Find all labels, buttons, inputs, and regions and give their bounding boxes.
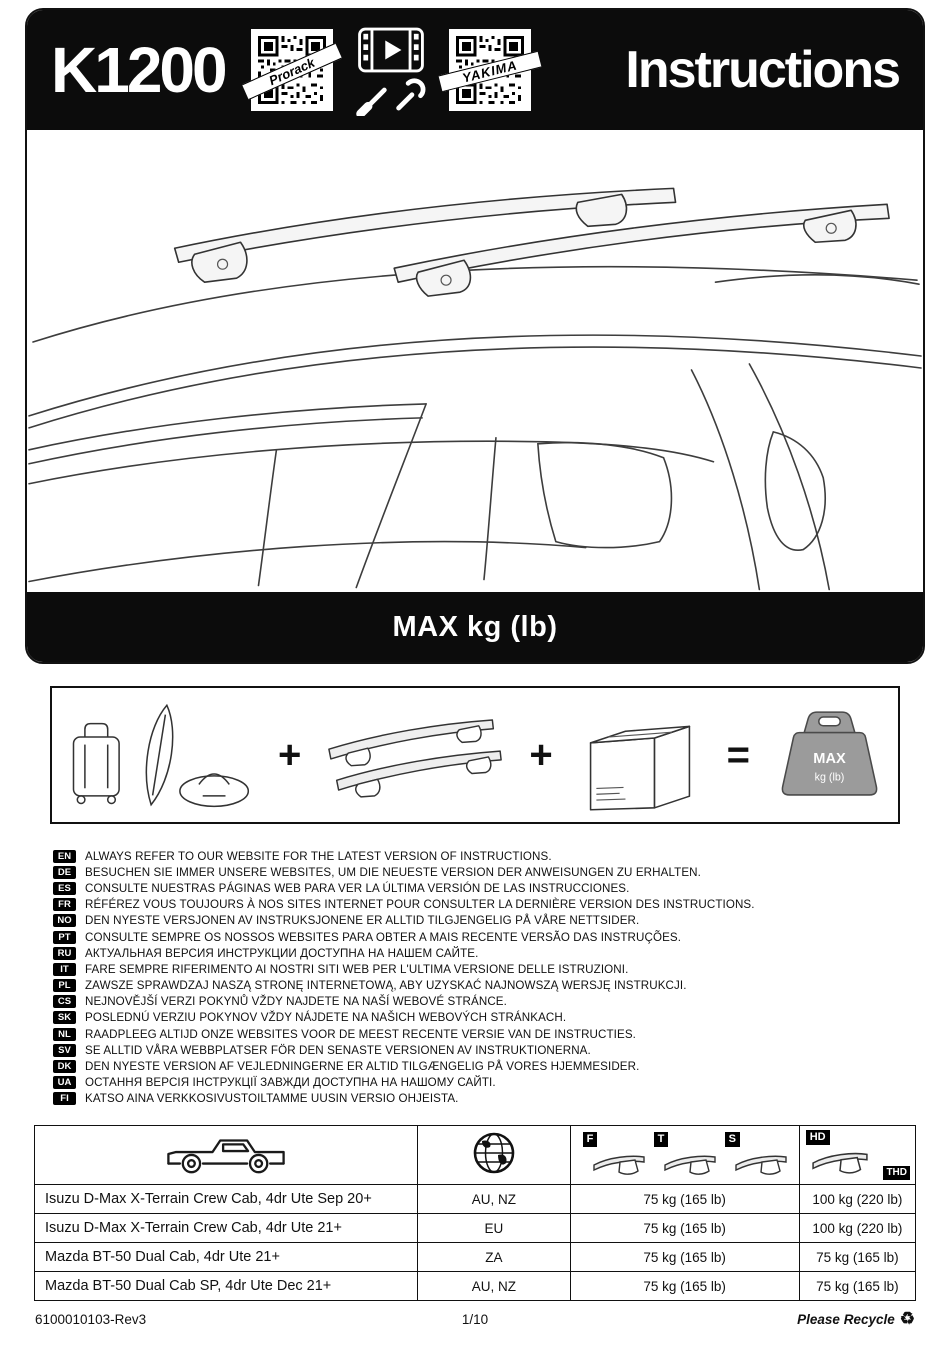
language-code-badge: SV xyxy=(53,1044,76,1057)
language-code-badge: NO xyxy=(53,914,76,927)
language-code-badge: FR xyxy=(53,898,76,911)
region-column-header xyxy=(418,1126,570,1185)
language-row xyxy=(53,864,897,880)
language-code-badge: IT xyxy=(53,963,76,976)
max-load-banner: MAX kg (lb) xyxy=(27,592,923,662)
language-row xyxy=(53,978,897,994)
language-code-badge: NL xyxy=(53,1028,76,1041)
top-block xyxy=(25,8,925,664)
table-row xyxy=(35,1185,916,1214)
vehicle-column-header xyxy=(35,1126,418,1185)
region-cell: ZA xyxy=(418,1243,570,1272)
luggage-icon xyxy=(64,698,254,813)
thd-label: THD xyxy=(883,1166,910,1180)
language-row xyxy=(53,1026,897,1042)
weight-max-label: MAX xyxy=(813,750,846,767)
plus-sign-2: + xyxy=(529,733,553,777)
language-code-badge: ES xyxy=(53,882,76,895)
language-row xyxy=(53,1010,897,1026)
yakima-banner: YAKIMA xyxy=(438,51,541,92)
language-code-badge: UA xyxy=(53,1076,76,1089)
qr-code-prorack-icon xyxy=(251,29,333,111)
language-text: АКТУАЛЬНАЯ ВЕРСИЯ ИНСТРУКЦИИ ДОСТУПНА НА НАШЕМ САЙТЕ. xyxy=(85,946,479,960)
language-row xyxy=(53,929,897,945)
language-code-badge: PL xyxy=(53,979,76,992)
table-row xyxy=(35,1214,916,1243)
crossbar-f-icon xyxy=(591,1152,647,1178)
language-text: BESUCHEN SIE IMMER UNSERE WEBSITES, UM DIE NEUESTE VERSION DER ANWEISUNGEN ZU ERHALTEN. xyxy=(85,865,701,879)
max-weight-icon xyxy=(774,706,886,804)
language-text: SE ALLTID VÅRA WEBBPLATSER FÖR DEN SENASTE VERSIONEN AV INSTRUKTIONERNA. xyxy=(85,1043,591,1057)
hd-load-cell: 100 kg (220 lb) xyxy=(799,1214,915,1243)
roof-rack-line-drawing xyxy=(27,130,923,592)
language-code-badge: EN xyxy=(53,850,76,863)
language-row xyxy=(53,1042,897,1058)
vehicle-cell: Mazda BT-50 Dual Cab SP, 4dr Ute Dec 21+ xyxy=(35,1272,418,1301)
table-row xyxy=(35,1272,916,1301)
hd-column-header xyxy=(799,1126,915,1185)
table-header-row xyxy=(35,1126,916,1185)
bar-type-f xyxy=(581,1130,647,1180)
language-text: RÉFÉREZ VOUS TOUJOURS À NOS SITES INTERNET POUR CONSULTER LA DERNIÈRE VERSION DES INSTRUCTIONS. xyxy=(85,898,755,912)
header-icons xyxy=(251,24,531,116)
language-row xyxy=(53,1058,897,1074)
language-text: DEN NYESTE VERSJONEN AV INSTRUKSJONENE ER ALLTID TILGJENGELIG PÅ VÅRE NETTSIDER. xyxy=(85,914,640,928)
video-and-tools-icon xyxy=(351,24,431,116)
vehicle-roof-illustration xyxy=(27,130,923,592)
language-code-badge: RU xyxy=(53,947,76,960)
language-text: FARE SEMPRE RIFERIMENTO AI NOSTRI SITI WEB PER L'ULTIMA VERSIONE DELLE ISTRUZIONI. xyxy=(85,962,629,976)
plus-sign: + xyxy=(277,733,302,777)
language-row xyxy=(53,897,897,913)
vehicle-fitment-table xyxy=(34,1125,916,1301)
language-code-badge: CS xyxy=(53,995,76,1008)
load-equation-diagram xyxy=(50,686,900,824)
region-cell: EU xyxy=(418,1214,570,1243)
language-row xyxy=(53,880,897,896)
language-code-badge: PT xyxy=(53,931,76,944)
pickup-truck-icon xyxy=(162,1129,290,1177)
hd-load-cell: 100 kg (220 lb) xyxy=(799,1185,915,1214)
language-row xyxy=(53,961,897,977)
document-code: 6100010103-Rev3 xyxy=(35,1311,147,1327)
crossbars-icon xyxy=(325,709,505,801)
bar-type-t xyxy=(652,1130,718,1180)
language-row xyxy=(53,848,897,864)
language-code-badge: SK xyxy=(53,1011,76,1024)
vehicle-cell: Isuzu D-Max X-Terrain Crew Cab, 4dr Ute 21+ xyxy=(35,1214,418,1243)
crossbar-hd-icon xyxy=(809,1149,871,1177)
table-row xyxy=(35,1243,916,1272)
language-text: KATSO AINA VERKKOSIVUSTOILTAMME UUSIN VERSIO OHJEISTA. xyxy=(85,1092,459,1106)
language-row xyxy=(53,1091,897,1107)
vehicle-cell: Isuzu D-Max X-Terrain Crew Cab, 4dr Ute Sep 20+ xyxy=(35,1185,418,1214)
hd-load-cell: 75 kg (165 lb) xyxy=(799,1243,915,1272)
fts-load-cell: 75 kg (165 lb) xyxy=(570,1185,799,1214)
language-code-badge: DE xyxy=(53,866,76,879)
qr-code-yakima-icon xyxy=(449,29,531,111)
globe-icon xyxy=(472,1131,516,1175)
fts-load-cell: 75 kg (165 lb) xyxy=(570,1243,799,1272)
page-footer xyxy=(35,1309,915,1329)
fts-load-cell: 75 kg (165 lb) xyxy=(570,1214,799,1243)
hd-load-cell: 75 kg (165 lb) xyxy=(799,1272,915,1301)
fitting-kit-box-icon xyxy=(577,699,703,811)
fts-load-cell: 75 kg (165 lb) xyxy=(570,1272,799,1301)
recycle-note xyxy=(797,1309,915,1329)
language-text: ZAWSZE SPRAWDZAJ NASZĄ STRONĘ INTERNETOWĄ, ABY UZYSKAĆ NAJNOWSZĄ WERSJĘ INSTRUKCJI. xyxy=(85,979,687,993)
bar-type-s xyxy=(723,1130,789,1180)
vehicle-cell: Mazda BT-50 Dual Cab, 4dr Ute 21+ xyxy=(35,1243,418,1272)
language-row xyxy=(53,994,897,1010)
language-row xyxy=(53,945,897,961)
hd-label: HD xyxy=(806,1130,830,1145)
language-text: DEN NYESTE VERSION AF VEJLEDNINGERNE ER ALTID TILGÆNGELIG PÅ VORES HJEMMESIDER. xyxy=(85,1060,640,1074)
recycle-text: Please Recycle xyxy=(797,1311,895,1327)
crossbar-t-icon xyxy=(662,1152,718,1178)
equals-sign: = xyxy=(726,733,751,777)
page-title: Instructions xyxy=(625,41,899,99)
header-bar xyxy=(27,10,923,130)
language-code-badge: DK xyxy=(53,1060,76,1073)
page-number: 1/10 xyxy=(461,1311,489,1327)
language-text: POSLEDNÚ VERZIU POKYNOV VŽDY NÁJDETE NA NAŠICH WEBOVÝCH STRÁNKACH. xyxy=(85,1011,567,1025)
language-text: CONSULTE SEMPRE OS NOSSOS WEBSITES PARA OBTER A MAIS RECENTE VERSÃO DAS INSTRUÇÕES. xyxy=(85,930,682,944)
prorack-banner: Prorack xyxy=(242,43,342,100)
language-row xyxy=(53,913,897,929)
language-text: RAADPLEEG ALTIJD ONZE WEBSITES VOOR DE MEEST RECENTE VERSIE VAN DE INSTRUCTIES. xyxy=(85,1027,636,1041)
region-cell: AU, NZ xyxy=(418,1185,570,1214)
language-notice-list xyxy=(53,848,897,1107)
language-text: ALWAYS REFER TO OUR WEBSITE FOR THE LATEST VERSION OF INSTRUCTIONS. xyxy=(85,849,552,863)
crossbar-s-icon xyxy=(733,1152,789,1178)
bar-type-t-label: T xyxy=(654,1132,669,1147)
language-code-badge: FI xyxy=(53,1092,76,1105)
region-cell: AU, NZ xyxy=(418,1272,570,1301)
bar-type-s-label: S xyxy=(725,1132,740,1147)
recycle-icon: ♻ xyxy=(899,1309,915,1328)
language-text: CONSULTE NUESTRAS PÁGINAS WEB PARA VER LA ÚLTIMA VERSIÓN DE LAS INSTRUCCIONES. xyxy=(85,881,630,895)
bar-type-f-label: F xyxy=(583,1132,598,1147)
weight-unit-label: kg (lb) xyxy=(814,771,845,784)
bar-types-column-header xyxy=(570,1126,799,1185)
language-text: NEJNOVĚJŠÍ VERZI POKYNŮ VŽDY NAJDETE NA NAŠÍ WEBOVÉ STRÁNCE. xyxy=(85,995,507,1009)
language-row xyxy=(53,1075,897,1091)
product-model: K1200 xyxy=(51,34,225,106)
language-text: ОСТАННЯ ВЕРСІЯ ІНСТРУКЦІЇ ЗАВЖДИ ДОСТУПНА НА НАШОМУ САЙТІ. xyxy=(85,1076,496,1090)
